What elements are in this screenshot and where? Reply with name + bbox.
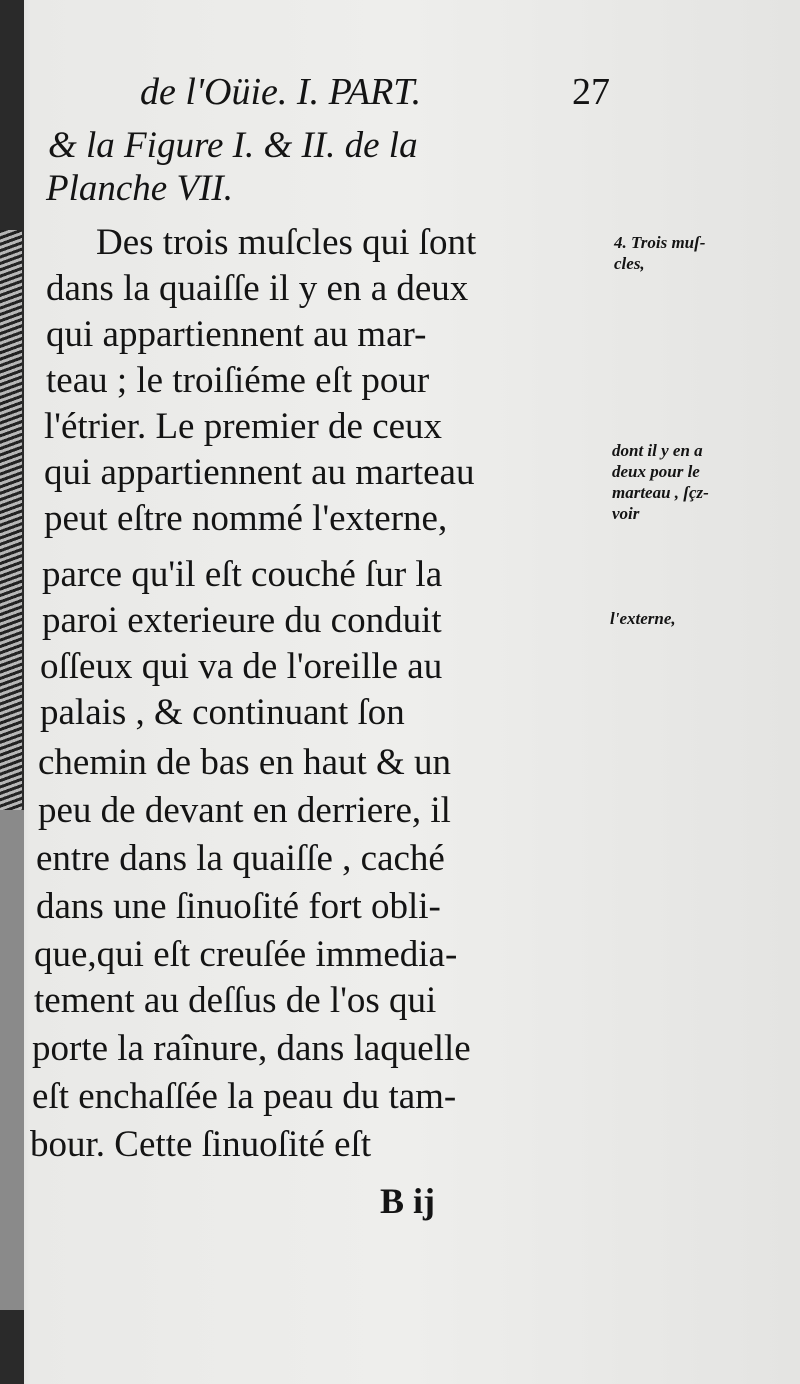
text-line: dans une ſinuoſité fort obli-: [36, 886, 441, 927]
binding-strip: [0, 810, 24, 1310]
text-line: teau ; le troiſiéme eſt pour: [46, 360, 430, 401]
text-line: qui appartiennent au mar-: [46, 314, 427, 355]
text-line: entre dans la quaiſſe , caché: [36, 838, 445, 879]
text-line: tement au deſſus de l'os qui: [34, 980, 437, 1021]
text-line: parce qu'il eſt couché ſur la: [42, 554, 443, 595]
margin-note-trois-muscles: 4. Trois muſ- cles,: [614, 233, 706, 273]
text-line: chemin de bas en haut & un: [38, 742, 452, 783]
text-line: que,qui eſt creuſée immedia-: [34, 934, 458, 975]
text-line: oſſeux qui va de l'oreille au: [40, 646, 443, 687]
running-header: [140, 70, 610, 126]
text-line: dans la quaiſſe il y en a deux: [46, 268, 469, 309]
text-line: porte la raînure, dans laquelle: [32, 1028, 471, 1069]
adjacent-page-edge: [0, 0, 24, 1384]
text-line: Planche VII.: [46, 168, 233, 209]
page-number: 27: [572, 71, 610, 113]
margin-note-externe: l'externe,: [610, 609, 676, 628]
adjacent-plate-engraving: [0, 230, 22, 810]
signature-mark: B ij: [380, 1181, 436, 1221]
margin-note-marteau: dont il y en a deux pour le marteau , ſçz- voir: [612, 441, 709, 523]
text-line: eſt enchaſſée la peau du tam-: [32, 1076, 457, 1117]
text-line: l'étrier. Le premier de ceux: [44, 406, 443, 447]
text-line: bour. Cette ſinuoſité eſt: [30, 1124, 372, 1165]
text-line: Des trois muſcles qui ſont: [96, 222, 477, 263]
text-line: peut eſtre nommé l'externe,: [44, 498, 448, 539]
text-line: palais , & continuant ſon: [40, 692, 405, 733]
running-head-title: de l'Oüie. I. PART.: [140, 71, 422, 113]
text-line: & la Figure I. & II. de la: [48, 125, 418, 166]
text-line: qui appartiennent au marteau: [44, 452, 475, 493]
text-line: paroi exterieure du conduit: [42, 600, 442, 641]
text-line: peu de devant en derriere, il: [38, 790, 451, 831]
